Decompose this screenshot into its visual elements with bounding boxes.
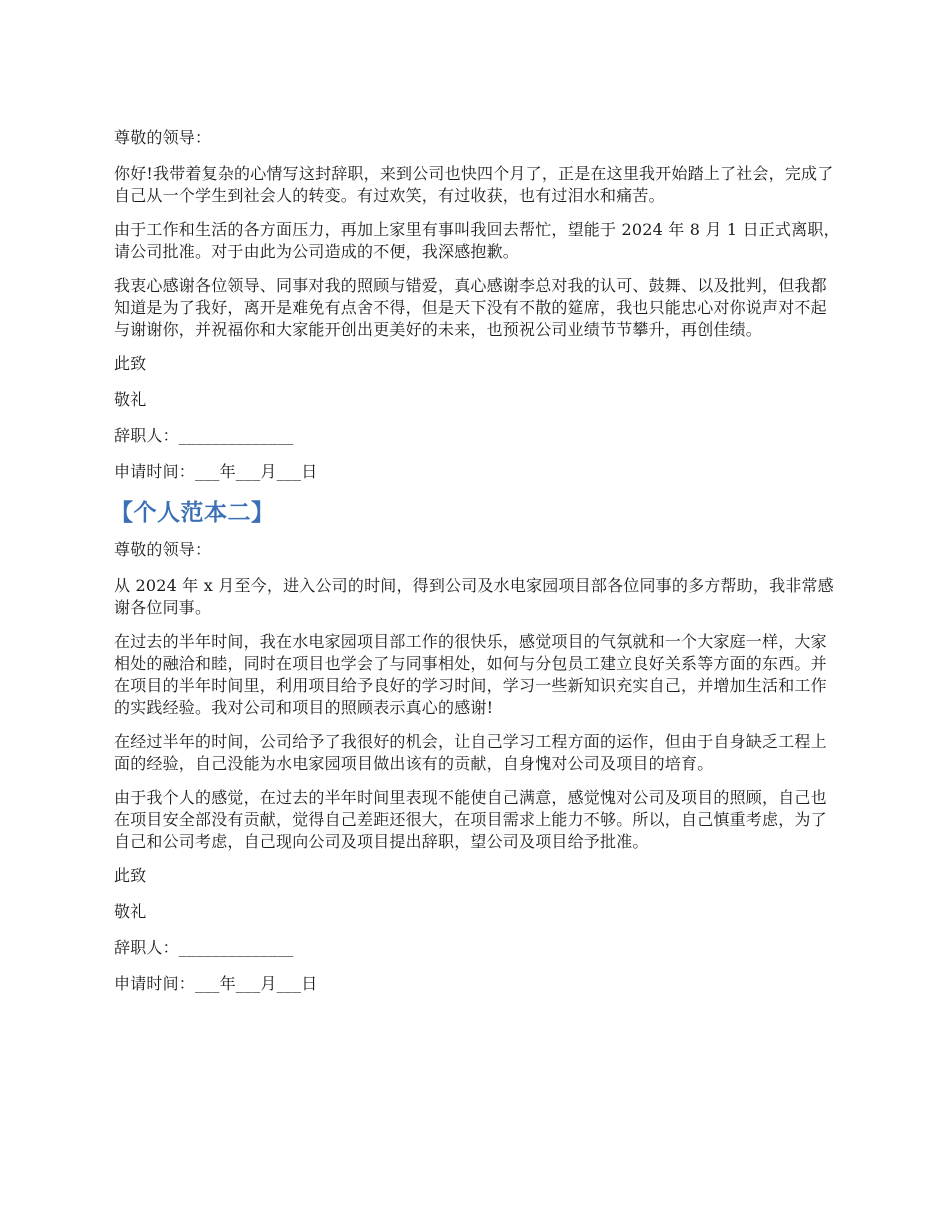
closing-line: 此致 (114, 354, 147, 373)
letter-two (114, 539, 840, 995)
date-line: 申请时间：___年___月___日 (114, 462, 318, 481)
closing-line: 此致 (114, 866, 147, 885)
closing-line: 敬礼 (114, 390, 147, 409)
closing-line: 敬礼 (114, 902, 147, 921)
signer-line: 辞职人：______________ (114, 426, 294, 445)
salutation: 尊敬的领导： (114, 540, 212, 559)
date-line: 申请时间：___年___月___日 (114, 974, 318, 993)
paragraph: 从 2024 年 x 月至今，进入公司的时间，得到公司及水电家园项目部各位同事的多方帮助，我非常感谢各位同事。 (114, 576, 834, 617)
section-heading: 【个人范本二】 (110, 500, 275, 526)
paragraph: 在经过半年的时间，公司给予了我很好的机会，让自己学习工程方面的运作，但由于自身缺乏工程上面的经验，自己没能为水电家园项目做出该有的贡献，自身愧对公司及项目的培育。 (114, 732, 827, 773)
paragraph: 你好!我带着复杂的心情写这封辞职，来到公司也快四个月了，正是在这里我开始踏上了社会，完成了自己从一个学生到社会人的转变。有过欢笑，有过收获，也有过泪水和痛苦。 (114, 164, 834, 205)
paragraph: 由于工作和生活的各方面压力，再加上家里有事叫我回去帮忙，望能于 2024 年 8 月 1 日正式离职，请公司批准。对于由此为公司造成的不便，我深感抱歉。 (114, 220, 840, 261)
signer-line: 辞职人：______________ (114, 938, 294, 957)
paragraph: 由于我个人的感觉，在过去的半年时间里表现不能使自己满意，感觉愧对公司及项目的照顾，自己也在项目安全部没有贡献，觉得自己差距还很大，在项目需求上能力不够。所以，自己慎重考虑，为了自己和公司考虑，自己现向公司及项目提出辞职，望公司及项目给予批准。 (114, 788, 827, 851)
letter-one (114, 127, 840, 483)
paragraph: 在过去的半年时间，我在水电家园项目部工作的很快乐，感觉项目的气氛就和一个大家庭一样，大家相处的融洽和睦，同时在项目也学会了与同事相处，如何与分包员工建立良好关系等方面的东西。并在项目的半年时间里，利用项目给予良好的学习时间，学习一些新知识充实自己，并增加生活和工作的实践经验。我对公司和项目的照顾表示真心的感谢! (114, 632, 827, 717)
paragraph: 我衷心感谢各位领导、同事对我的照顾与错爱，真心感谢李总对我的认可、鼓舞、以及批判，但我都知道是为了我好，离开是难免有点舍不得，但是天下没有不散的筵席，我也只能忠心对你说声对不起与谢谢你，并祝福你和大家能开创出更美好的未来，也预祝公司业绩节节攀升，再创佳绩。 (114, 276, 827, 339)
salutation: 尊敬的领导： (114, 128, 212, 147)
